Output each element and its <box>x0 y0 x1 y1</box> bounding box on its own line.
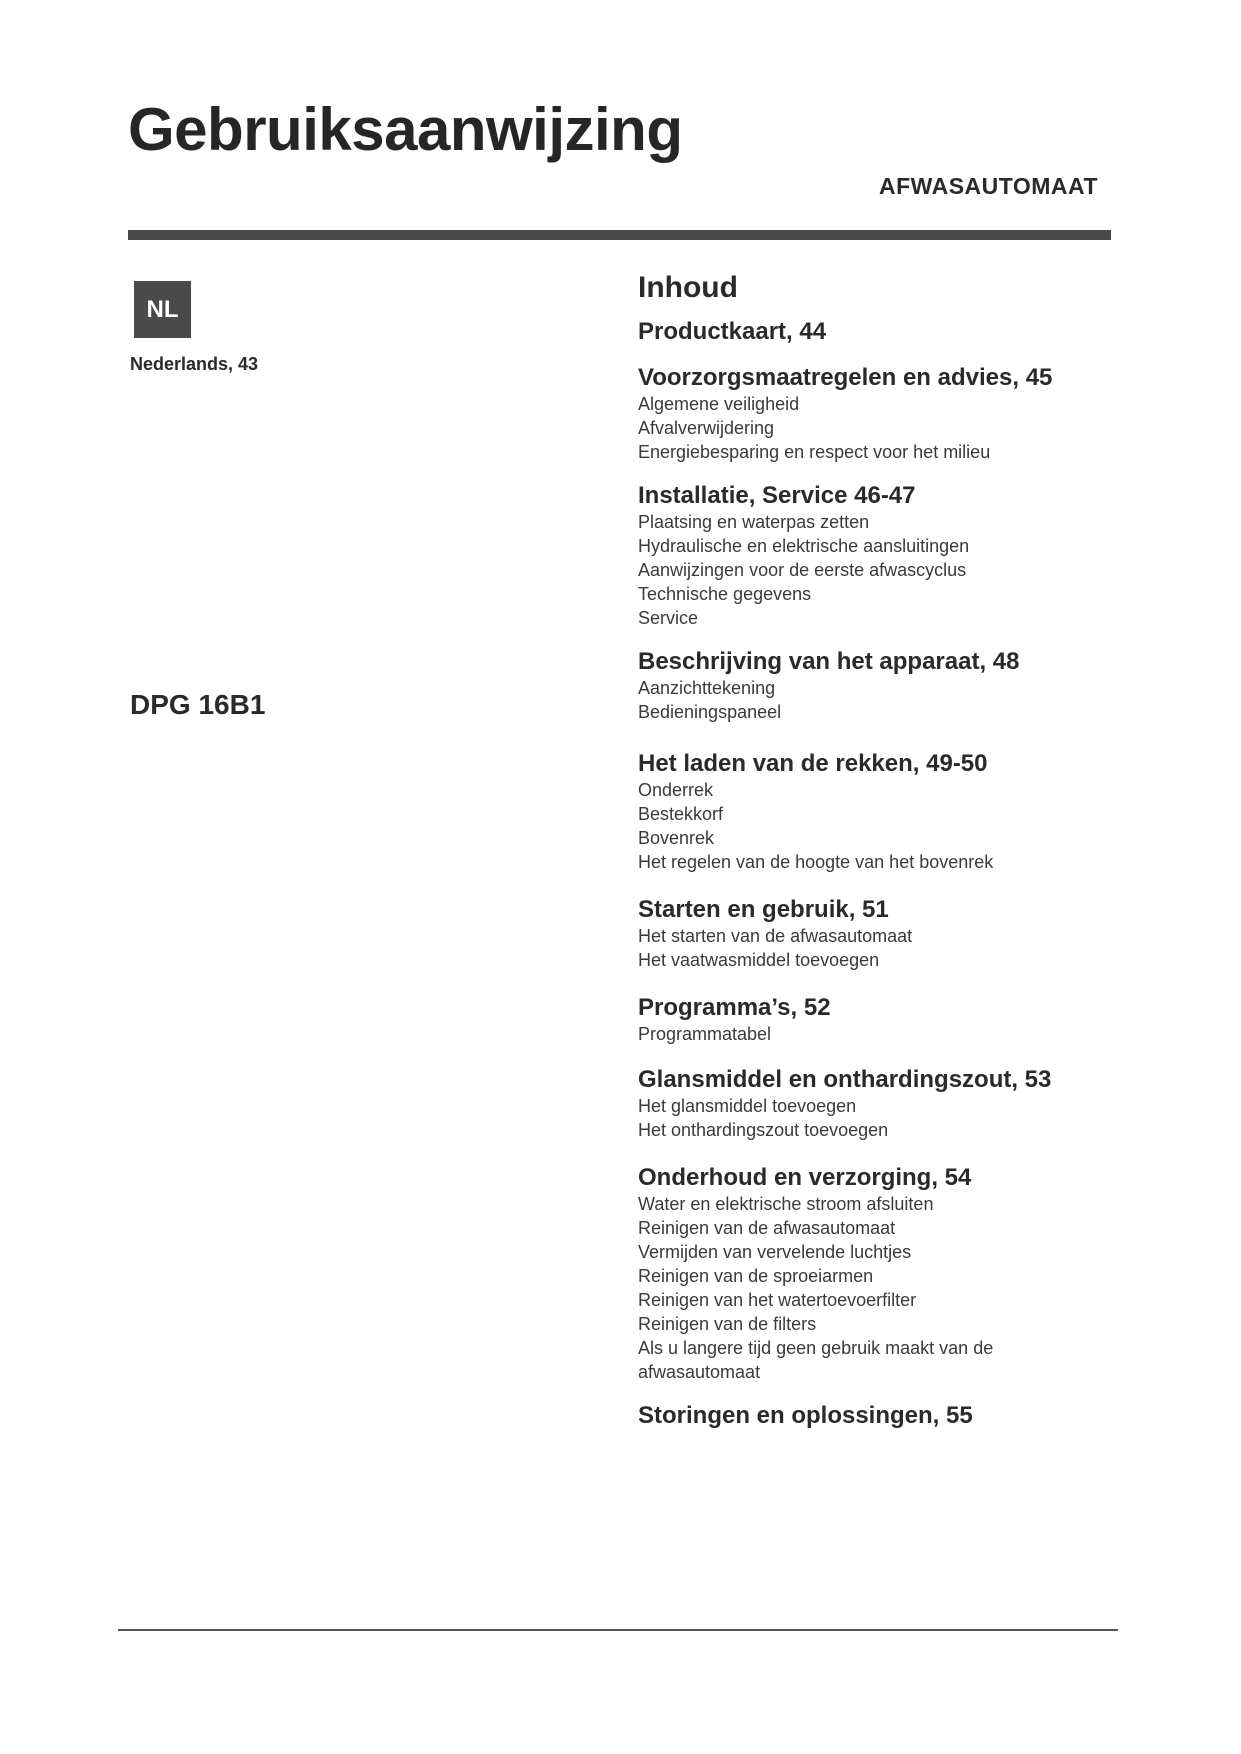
toc-title: Inhoud <box>638 271 738 304</box>
toc-entry: Reinigen van het watertoevoerfilter <box>638 1290 917 1310</box>
toc-entry: Service <box>638 608 699 628</box>
toc-section-heading: Glansmiddel en onthardingszout, 53 <box>638 1066 1052 1093</box>
toc-section-heading: Storingen en oplossingen, 55 <box>638 1402 973 1429</box>
toc-entry: Hydraulische en elektrische aansluitingen <box>638 536 970 556</box>
toc-entry: Afvalverwijdering <box>638 418 775 438</box>
toc-section <box>638 648 1118 724</box>
toc-entry: Onderrek <box>638 780 714 800</box>
toc-section-heading: Installatie, Service 46-47 <box>638 482 916 509</box>
footer-divider <box>118 1629 1118 1631</box>
toc-entry: Reinigen van de sproeiarmen <box>638 1266 874 1286</box>
toc-section <box>638 482 1118 630</box>
product-category: AFWASAUTOMAAT <box>878 173 1098 199</box>
toc-section <box>638 1066 1118 1142</box>
header-divider <box>128 230 1111 240</box>
toc-section-heading: Het laden van de rekken, 49-50 <box>638 750 988 777</box>
toc-entry: Bestekkorf <box>638 804 724 824</box>
toc-section <box>638 364 1118 464</box>
toc-entry: Plaatsing en waterpas zetten <box>638 512 870 532</box>
language-page-reference: Nederlands, 43 <box>130 354 259 374</box>
toc-entry: Energiebesparing en respect voor het milieu <box>638 442 991 462</box>
toc-entry: Het onthardingszout toevoegen <box>638 1120 889 1140</box>
toc-entry: afwasautomaat <box>638 1362 761 1382</box>
toc-section-heading: Productkaart, 44 <box>638 318 827 345</box>
toc-section <box>638 896 1118 972</box>
toc-entry: Bovenrek <box>638 828 715 848</box>
model-number: DPG 16B1 <box>130 689 266 720</box>
toc-section <box>638 750 1118 874</box>
language-badge: NL <box>134 281 191 338</box>
toc-entry: Bedieningspaneel <box>638 702 782 722</box>
toc-section <box>638 1402 1118 1430</box>
document-title: Gebruiksaanwijzing <box>128 96 683 163</box>
toc-entry: Het vaatwasmiddel toevoegen <box>638 950 880 970</box>
toc-entry: Het starten van de afwasautomaat <box>638 926 913 946</box>
table-of-contents <box>638 268 1118 1430</box>
toc-entry: Het glansmiddel toevoegen <box>638 1096 857 1116</box>
toc-section-heading: Onderhoud en verzorging, 54 <box>638 1164 972 1191</box>
toc-entry: Programmatabel <box>638 1024 772 1044</box>
toc-entry: Algemene veiligheid <box>638 394 800 414</box>
toc-entry: Vermijden van vervelende luchtjes <box>638 1242 912 1262</box>
toc-section <box>638 994 1118 1046</box>
toc-section-heading: Beschrijving van het apparaat, 48 <box>638 648 1020 675</box>
toc-entry: Reinigen van de filters <box>638 1314 817 1334</box>
toc-entry: Aanzichttekening <box>638 678 776 698</box>
toc-entry: Als u langere tijd geen gebruik maakt van de <box>638 1338 994 1358</box>
toc-entry: Het regelen van de hoogte van het bovenrek <box>638 852 994 872</box>
toc-section <box>638 1164 1118 1384</box>
toc-entry: Technische gegevens <box>638 584 812 604</box>
toc-section-heading: Voorzorgsmaatregelen en advies, 45 <box>638 364 1053 391</box>
toc-section-heading: Programma’s, 52 <box>638 994 831 1021</box>
toc-entry: Reinigen van de afwasautomaat <box>638 1218 896 1238</box>
toc-section <box>638 318 1118 346</box>
toc-section-heading: Starten en gebruik, 51 <box>638 896 889 923</box>
toc-entry: Aanwijzingen voor de eerste afwascyclus <box>638 560 967 580</box>
toc-entry: Water en elektrische stroom afsluiten <box>638 1194 934 1214</box>
